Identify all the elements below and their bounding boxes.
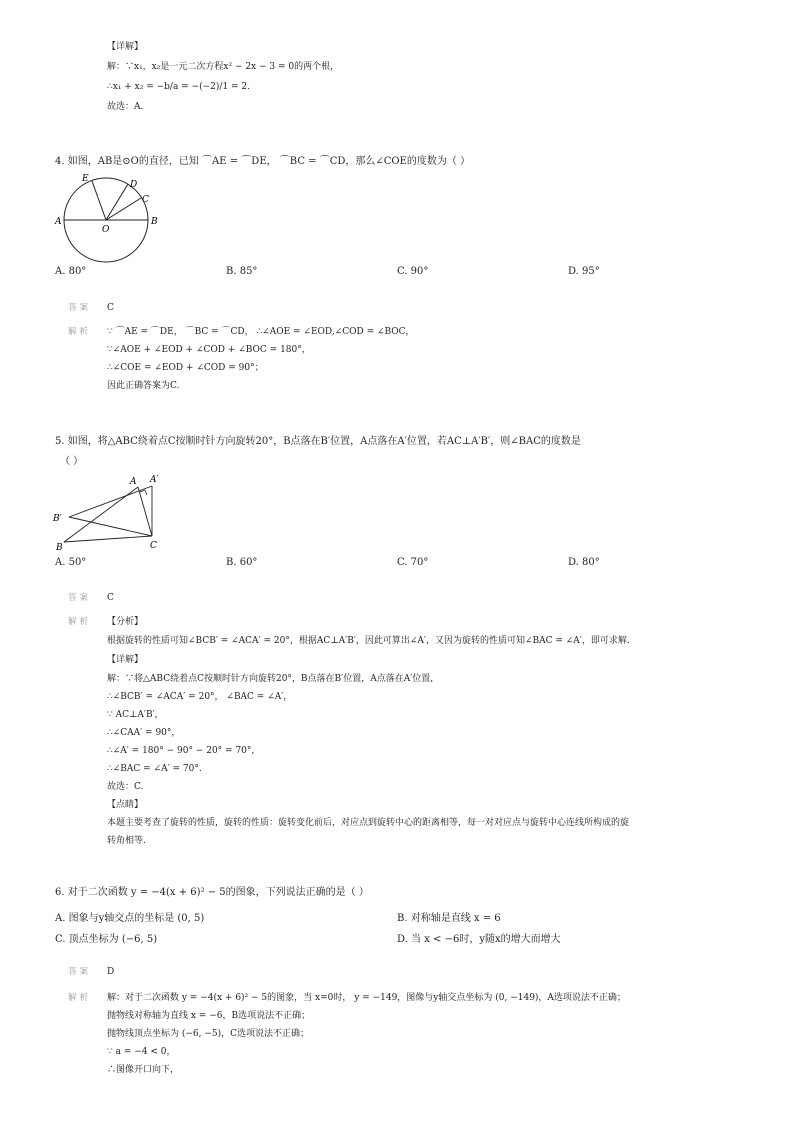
q5-option-a: A. 50° bbox=[55, 557, 87, 568]
q6-analysis-line: 抛物线顶点坐标为 (−6, −5)，C选项说法不正确； bbox=[107, 1029, 310, 1039]
q4-analysis-line: ∴∠COE = ∠EOD + ∠COD = 90°； bbox=[107, 363, 264, 373]
q3-line: ∴x₁ + x₂ = −b/a = −(−2)/1 = 2. bbox=[107, 82, 251, 92]
q5-option-c: C. 70° bbox=[397, 557, 429, 568]
q6-analysis-line: ∵ a = −4 < 0， bbox=[107, 1047, 176, 1057]
q4-label-b: B bbox=[151, 217, 158, 227]
q4-label-o: O bbox=[102, 225, 110, 235]
q6-stem: 6. 对于二次函数 y = −4(x + 6)² − 5的图象，下列说法正确的是（ ） bbox=[55, 887, 369, 898]
q4-stem: 4. 如图，AB是⊙O的直径，已知 ⌒AE = ⌒DE， ⌒BC = ⌒CD，那么∠COE的度数为（ ） bbox=[55, 156, 471, 167]
q6-analysis-line: ∴图像开口向下， bbox=[107, 1065, 180, 1075]
q3-answer-choice: 故选：A. bbox=[107, 102, 144, 112]
q5-analysis-line: 本题主要考查了旋转的性质，旋转的性质：旋转变化前后，对应点到旋转中心的距离相等，每一对对应点与旋转中心连线所构成的旋 bbox=[107, 818, 630, 828]
q6-option-a: A. 图象与y轴交点的坐标是 (0, 5) bbox=[55, 913, 205, 924]
q4-label-d: D bbox=[130, 180, 138, 190]
q5-analysis-line: ∴∠A′ = 180° − 90° − 20° = 70°， bbox=[107, 746, 261, 756]
q5-analysis-line: 根据旋转的性质可知∠BCB′ = ∠ACA′ = 20°，根据AC⊥A′B′，因此可算出∠A′，又因为旋转的性质可知∠BAC = ∠A′，即可求解. bbox=[107, 636, 630, 646]
q5-analysis-line: 解：∵将△ABC绕着点C按顺时针方向旋转20°，B点落在B′位置，A点落在A′位置， bbox=[107, 674, 440, 684]
q6-analysis-label: 解析 bbox=[68, 993, 92, 1003]
q6-option-b: B. 对称轴是直线 x = 6 bbox=[397, 913, 501, 924]
q5-label-b: B bbox=[56, 543, 63, 553]
q5-stem-blank: （ ） bbox=[60, 456, 84, 467]
q5-rotation-figure bbox=[52, 472, 170, 554]
q4-analysis-label: 解析 bbox=[68, 327, 92, 337]
q5-label-b-prime: B′ bbox=[53, 514, 62, 524]
q4-analysis-line: ∵∠AOE + ∠EOD + ∠COD + ∠BOC = 180°， bbox=[107, 345, 311, 355]
q4-circle-figure bbox=[54, 172, 162, 264]
q5-analysis-line: ∵ AC⊥A′B′， bbox=[107, 710, 164, 720]
q5-label-a: A bbox=[130, 477, 137, 487]
q5-label-a-prime: A′ bbox=[150, 475, 159, 485]
q5-option-d: D. 80° bbox=[568, 557, 600, 568]
q4-option-c: C. 90° bbox=[397, 266, 429, 277]
q5-answer: C bbox=[107, 593, 114, 603]
q4-label-a: A bbox=[55, 217, 62, 227]
q5-label-c: C bbox=[150, 541, 157, 551]
q5-analysis-line: 故选：C. bbox=[107, 782, 144, 792]
q4-label-c: C bbox=[142, 195, 149, 205]
q5-analysis-line: ∴∠CAA′ = 90°， bbox=[107, 728, 181, 738]
q6-analysis-line: 抛物线对称轴为直线 x = −6，B选项说法不正确； bbox=[107, 1011, 311, 1021]
q6-analysis-line: 解：对于二次函数 y = −4(x + 6)² − 5的图象，当 x=0时， y = −149，图像与y轴交点坐标为 (0, −149)，A选项说法不正确； bbox=[107, 993, 626, 1003]
q5-analysis-line: 【点睛】 bbox=[107, 800, 144, 810]
q4-analysis-line: ∵ ⌒AE = ⌒DE， ⌒BC = ⌒CD， ∴∠AOE = ∠EOD,∠COD = ∠BOC， bbox=[107, 327, 415, 337]
q4-analysis-line: 因此正确答案为C. bbox=[107, 381, 180, 391]
q3-detail-heading: 【详解】 bbox=[107, 42, 144, 52]
q5-analysis-line: ∴∠BAC = ∠A′ = 70°. bbox=[107, 764, 202, 774]
q4-option-b: B. 85° bbox=[226, 266, 258, 277]
q4-option-d: D. 95° bbox=[568, 266, 600, 277]
q5-analysis-label: 解析 bbox=[68, 617, 92, 627]
q3-line: 解：∵x₁，x₂是一元二次方程x² − 2x − 3 = 0的两个根， bbox=[107, 62, 340, 72]
q5-analysis-line: 【详解】 bbox=[107, 655, 144, 665]
q6-answer: D bbox=[107, 967, 115, 977]
q6-option-c: C. 顶点坐标为 (−6, 5) bbox=[55, 934, 158, 945]
q5-analysis-line: ∴∠BCB′ = ∠ACA′ = 20°， ∠BAC = ∠A′， bbox=[107, 692, 293, 702]
q4-option-a: A. 80° bbox=[55, 266, 87, 277]
q5-option-b: B. 60° bbox=[226, 557, 258, 568]
q4-answer-label: 答案 bbox=[68, 303, 92, 313]
q5-analysis-line: 【分析】 bbox=[107, 617, 144, 627]
q5-stem: 5. 如图，将△ABC绕着点C按顺时针方向旋转20°，B点落在B′位置，A点落在A′位置，若AC⊥A′B′，则∠BAC的度数是 bbox=[55, 436, 581, 447]
q4-label-e: E bbox=[82, 174, 89, 184]
q5-answer-label: 答案 bbox=[68, 593, 92, 603]
q5-analysis-line: 转角相等. bbox=[107, 836, 146, 846]
q4-answer: C bbox=[107, 303, 114, 313]
q6-answer-label: 答案 bbox=[68, 967, 92, 977]
q6-option-d: D. 当 x < −6时，y随x的增大而增大 bbox=[397, 934, 561, 945]
